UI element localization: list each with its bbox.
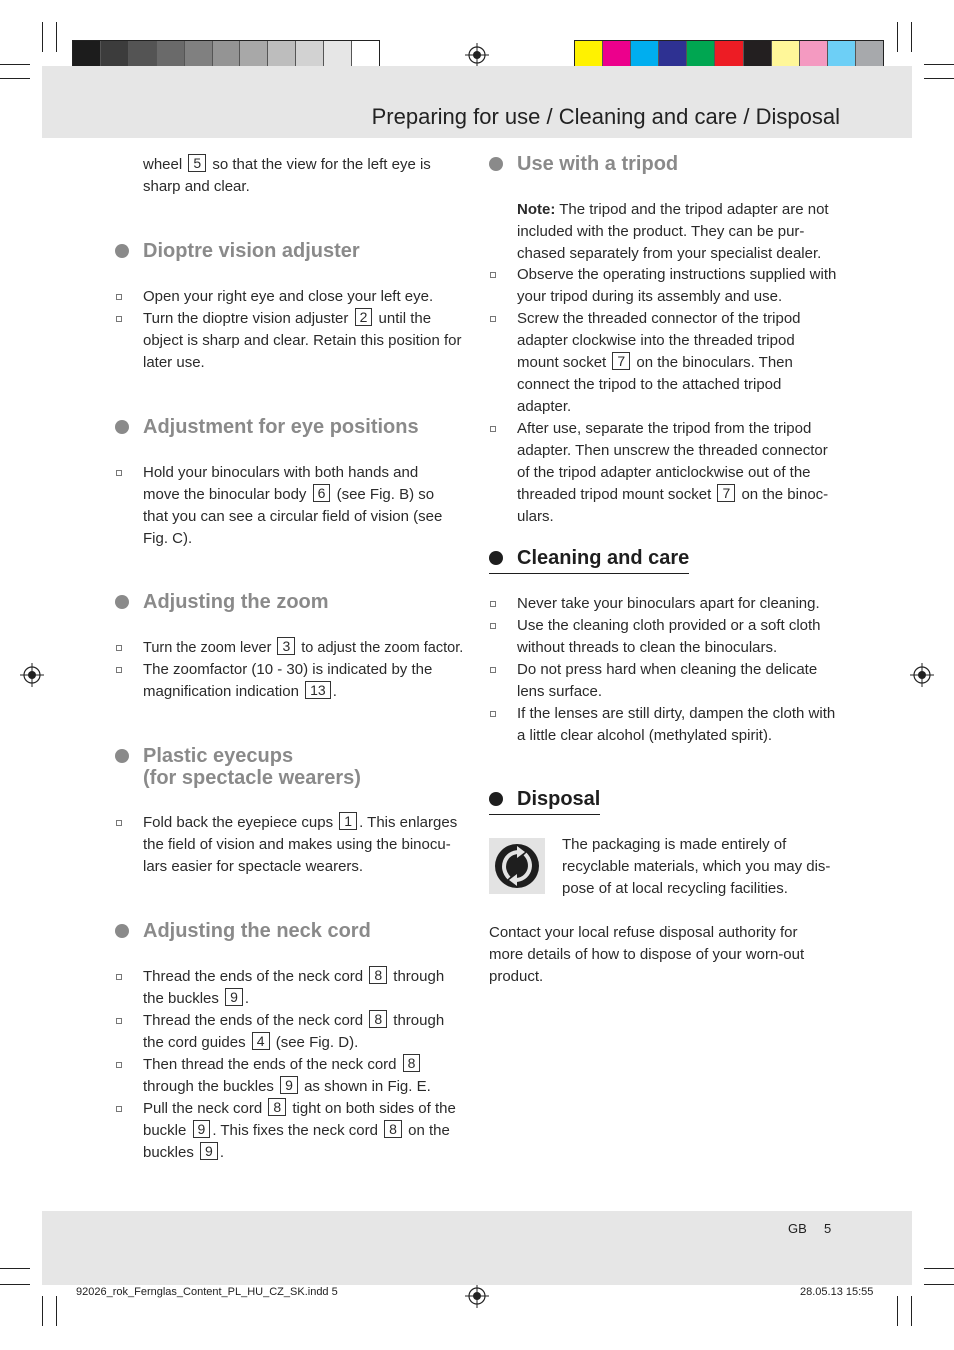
zoom-list bbox=[143, 637, 465, 703]
list-item: Fold back the eyepiece cups 1 . This enlarges the field of vision and makes using the binocu-lars easier for spectacle wearers. bbox=[143, 812, 463, 878]
square-bullet-icon bbox=[116, 974, 122, 980]
slug-filename: 92026_rok_Fernglas_Content_PL_HU_CZ_SK.indd 5 bbox=[76, 1286, 338, 1298]
square-bullet-icon bbox=[490, 272, 496, 278]
crop-mark bbox=[911, 1296, 912, 1326]
part-ref: 7 bbox=[612, 352, 630, 370]
color-swatch bbox=[744, 41, 772, 69]
heading-eye-positions: Adjustment for eye positions bbox=[143, 416, 419, 438]
square-bullet-icon bbox=[490, 601, 496, 607]
list-item: Use the cleaning cloth provided or a soft cloth without threads to clean the binoculars. bbox=[517, 615, 839, 659]
bullet-dot-icon bbox=[115, 595, 129, 609]
list-item: Hold your binoculars with both hands and move the binocular body 6 (see Fig. B) so that you can see a circular field of vision (see Fig. C). bbox=[143, 462, 448, 550]
color-swatch bbox=[687, 41, 715, 69]
square-bullet-icon bbox=[490, 711, 496, 717]
color-swatch bbox=[185, 41, 213, 69]
bullet-dot-icon bbox=[115, 244, 129, 258]
square-bullet-icon bbox=[490, 316, 496, 322]
crop-mark bbox=[0, 1284, 30, 1285]
list-item: Turn the dioptre vision adjuster 2 until the object is sharp and clear. Retain this position for later use. bbox=[143, 308, 463, 374]
registration-mark-icon bbox=[465, 43, 489, 67]
color-swatch bbox=[631, 41, 659, 69]
heading-eyecups: Plastic eyecups (for spectacle wearers) bbox=[143, 745, 361, 789]
crop-mark bbox=[56, 1296, 57, 1326]
color-swatch bbox=[268, 41, 296, 69]
disposal-packaging: The packaging is made entirely of recyclable materials, which you may dis-pose of at local recycling facilities. bbox=[562, 836, 831, 897]
heading-disposal: Disposal bbox=[517, 788, 600, 810]
color-swatch bbox=[772, 41, 800, 69]
slug-datetime: 28.05.13 15:55 bbox=[800, 1286, 874, 1298]
color-swatch bbox=[129, 41, 157, 69]
list-item: The zoomfactor (10 - 30) is indicated by the magnification indication 13 . bbox=[143, 659, 465, 703]
part-ref: 2 bbox=[355, 308, 373, 326]
part-ref: 9 bbox=[193, 1120, 211, 1138]
part-ref: 5 bbox=[188, 154, 206, 172]
list-item: Pull the neck cord 8 tight on both sides of the buckle 9 . This fixes the neck cord 8 on the buckles 9 . bbox=[143, 1098, 465, 1164]
crop-mark bbox=[0, 78, 30, 79]
list-item: Thread the ends of the neck cord 8 through the buckles 9 . bbox=[143, 966, 465, 1010]
part-ref: 9 bbox=[280, 1076, 298, 1094]
heading-underline bbox=[489, 814, 600, 815]
heading-dioptre: Dioptre vision adjuster bbox=[143, 240, 360, 262]
heading-underline bbox=[489, 573, 689, 574]
part-ref: 8 bbox=[384, 1120, 402, 1138]
crop-mark bbox=[924, 78, 954, 79]
heading-tripod: Use with a tripod bbox=[517, 153, 678, 175]
square-bullet-icon bbox=[116, 316, 122, 322]
part-ref: 4 bbox=[252, 1032, 270, 1050]
bullet-dot-icon bbox=[115, 420, 129, 434]
square-bullet-icon bbox=[490, 667, 496, 673]
cleaning-list bbox=[517, 593, 839, 747]
heading-cleaning: Cleaning and care bbox=[517, 547, 689, 569]
registration-mark-icon bbox=[20, 663, 44, 687]
color-swatch bbox=[101, 41, 129, 69]
footer-page-number: 5 bbox=[824, 1221, 832, 1236]
square-bullet-icon bbox=[116, 470, 122, 476]
eyecups-list bbox=[143, 812, 463, 878]
list-item: Observe the operating instructions supplied with your tripod during its assembly and use. bbox=[517, 264, 839, 308]
part-ref: 6 bbox=[313, 484, 331, 502]
bullet-dot-icon bbox=[489, 551, 503, 565]
tripod-list bbox=[517, 264, 839, 528]
list-item: Never take your binoculars apart for cleaning. bbox=[517, 593, 839, 615]
part-ref: 1 bbox=[339, 812, 357, 830]
part-ref: 8 bbox=[369, 966, 387, 984]
square-bullet-icon bbox=[490, 623, 496, 629]
color-swatch bbox=[603, 41, 631, 69]
crop-mark bbox=[897, 1296, 898, 1326]
registration-mark-icon bbox=[465, 1284, 489, 1308]
list-item: Open your right eye and close your left eye. bbox=[143, 286, 463, 308]
crop-mark bbox=[42, 1296, 43, 1326]
part-ref: 9 bbox=[225, 988, 243, 1006]
footer-language: GB bbox=[788, 1221, 807, 1236]
crop-mark bbox=[0, 1268, 30, 1269]
registration-mark-icon bbox=[910, 663, 934, 687]
crop-mark bbox=[56, 22, 57, 52]
crop-mark bbox=[0, 64, 30, 65]
footer-band bbox=[42, 1211, 912, 1285]
color-swatch bbox=[715, 41, 743, 69]
part-ref: 13 bbox=[305, 681, 331, 699]
color-swatch bbox=[213, 41, 241, 69]
page-title: Preparing for use / Cleaning and care / Disposal bbox=[371, 104, 840, 129]
color-swatch bbox=[296, 41, 324, 69]
square-bullet-icon bbox=[116, 645, 122, 651]
part-ref: 7 bbox=[717, 484, 735, 502]
part-ref: 8 bbox=[403, 1054, 421, 1072]
crop-mark bbox=[897, 22, 898, 52]
green-dot-recycling-icon bbox=[489, 838, 545, 894]
eye-list bbox=[143, 462, 448, 550]
square-bullet-icon bbox=[116, 667, 122, 673]
square-bullet-icon bbox=[116, 1106, 122, 1112]
color-swatch bbox=[352, 41, 379, 69]
intro-paragraph: wheel 5 so that the view for the left eye is sharp and clear. bbox=[143, 155, 431, 195]
list-item: If the lenses are still dirty, dampen the cloth with a little clear alcohol (methylated spirit). bbox=[517, 703, 839, 747]
list-item: Turn the zoom lever 3 to adjust the zoom factor. bbox=[143, 637, 465, 659]
dioptre-list bbox=[143, 286, 463, 374]
crop-mark bbox=[911, 22, 912, 52]
list-item: Screw the threaded connector of the tripod adapter clockwise into the threaded tripod mount socket 7 on the binoculars. Then connect the tripod to the attached tripod adapter. bbox=[517, 308, 839, 418]
list-item: After use, separate the tripod from the tripod adapter. Then unscrew the threaded connector of the tripod adapter anticlockwise out of the threaded tripod mount socket 7 on the binoc-ulars. bbox=[517, 418, 839, 528]
bullet-dot-icon bbox=[489, 157, 503, 171]
crop-mark bbox=[924, 64, 954, 65]
color-swatch bbox=[240, 41, 268, 69]
color-swatch bbox=[73, 41, 101, 69]
list-item: Thread the ends of the neck cord 8 through the cord guides 4 (see Fig. D). bbox=[143, 1010, 465, 1054]
color-swatch bbox=[157, 41, 185, 69]
part-ref: 3 bbox=[277, 637, 295, 655]
list-item: Then thread the ends of the neck cord 8 through the buckles 9 as shown in Fig. E. bbox=[143, 1054, 465, 1098]
crop-mark bbox=[924, 1284, 954, 1285]
square-bullet-icon bbox=[116, 294, 122, 300]
color-swatch bbox=[800, 41, 828, 69]
square-bullet-icon bbox=[116, 1062, 122, 1068]
tripod-note: Note: The tripod and the tripod adapter are not included with the product. They can be pur-chased separately from your specialist dealer. bbox=[517, 201, 829, 262]
part-ref: 8 bbox=[369, 1010, 387, 1028]
part-ref: 8 bbox=[268, 1098, 286, 1116]
square-bullet-icon bbox=[116, 820, 122, 826]
color-swatch bbox=[828, 41, 856, 69]
part-ref: 9 bbox=[200, 1142, 218, 1160]
bullet-dot-icon bbox=[115, 749, 129, 763]
list-item: Do not press hard when cleaning the delicate lens surface. bbox=[517, 659, 839, 703]
square-bullet-icon bbox=[116, 1018, 122, 1024]
heading-zoom: Adjusting the zoom bbox=[143, 591, 329, 613]
bullet-dot-icon bbox=[489, 792, 503, 806]
bullet-dot-icon bbox=[115, 924, 129, 938]
crop-mark bbox=[42, 22, 43, 52]
heading-neck-cord: Adjusting the neck cord bbox=[143, 920, 371, 942]
color-swatch bbox=[575, 41, 603, 69]
color-swatch bbox=[324, 41, 352, 69]
color-swatch bbox=[856, 41, 883, 69]
disposal-contact: Contact your local refuse disposal authority for more details of how to dispose of your worn-out product. bbox=[489, 924, 805, 985]
color-swatch bbox=[659, 41, 687, 69]
square-bullet-icon bbox=[490, 426, 496, 432]
neck-list bbox=[143, 966, 465, 1164]
crop-mark bbox=[924, 1268, 954, 1269]
